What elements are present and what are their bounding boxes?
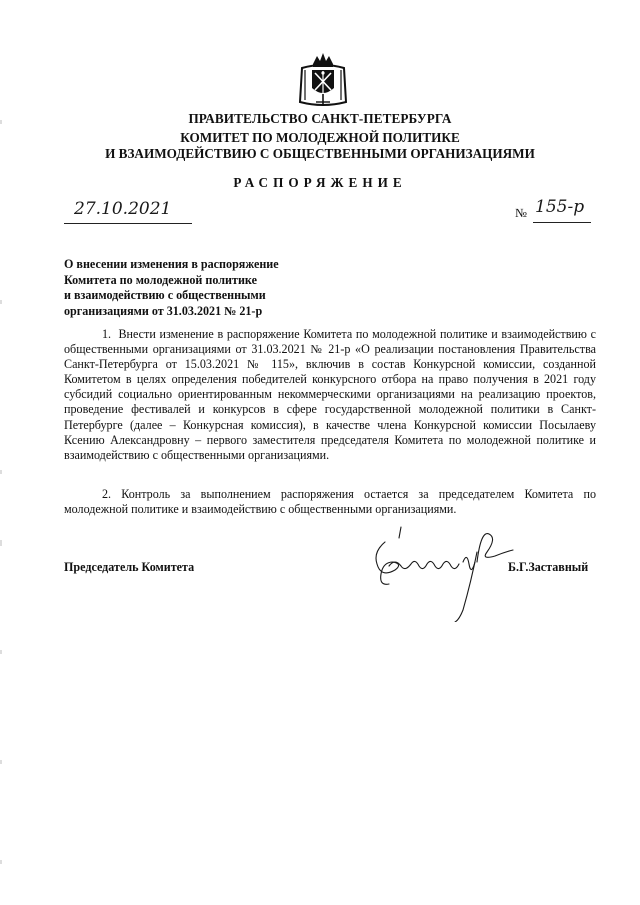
committee-heading-line2: И ВЗАИМОДЕЙСТВИЮ С ОБЩЕСТВЕННЫМИ ОРГАНИЗАЦИЯМИ (105, 146, 535, 161)
subject-line: организациями от 31.03.2021 № 21-р (64, 303, 263, 318)
signatory-position: Председатель Комитета (64, 560, 195, 574)
signatory-name: Б.Г.Заставный (508, 560, 589, 574)
number-field (533, 197, 591, 223)
date-field (64, 199, 192, 224)
body-paragraph-2 (64, 487, 596, 517)
document-type-title: РАСПОРЯЖЕНИЕ (233, 175, 407, 190)
date-value: 27.10.2021 (74, 199, 172, 219)
paragraph-1-text: 1. Внести изменение в распоряжение Комитета по молодежной политике и взаимодействию с общественными организациями от 31.03.2021 № 21-р «О реализации постановления Правительства Санкт-Петербурга от 15.03.2021 № 115», включив в состав Конкурсной комиссии, созданной Комитетом в целях определения победителей конкурсного отбора на право получения в 2021 году субсидий социально ориентированным некоммерческими организациями на реализацию проектов, проведение фестивалей и конкурсов в сфере государственной молодежной политики в Санкт-Петербурге (далее – Конкурсная комиссия), в качестве члена Конкурсной комиссии Посылаеву Ксению Александровну – первого заместителя председателя Комитета по молодежной политике и взаимодействию с общественными организациями. (64, 327, 596, 462)
handwritten-signature (355, 522, 515, 622)
scan-edge-marks (0, 0, 6, 905)
subject-block (64, 257, 364, 319)
coat-of-arms-emblem (296, 50, 350, 108)
government-heading: ПРАВИТЕЛЬСТВО САНКТ-ПЕТЕРБУРГА (188, 111, 452, 126)
subject-line: Комитета по молодежной политике (64, 272, 257, 287)
paragraph-2-text: 2. Контроль за выполнением распоряжения остается за председателем Комитета по молодежной политике и взаимодействию с общественными организациями. (64, 487, 596, 517)
number-label: № (515, 206, 527, 220)
subject-line: и взаимодействию с общественными (64, 288, 266, 302)
number-value: 155-р (535, 197, 585, 217)
subject-line: О внесении изменения в распоряжение (64, 257, 279, 271)
body-paragraph-1 (64, 327, 596, 463)
committee-heading-line1: КОМИТЕТ ПО МОЛОДЕЖНОЙ ПОЛИТИКЕ (180, 130, 460, 145)
